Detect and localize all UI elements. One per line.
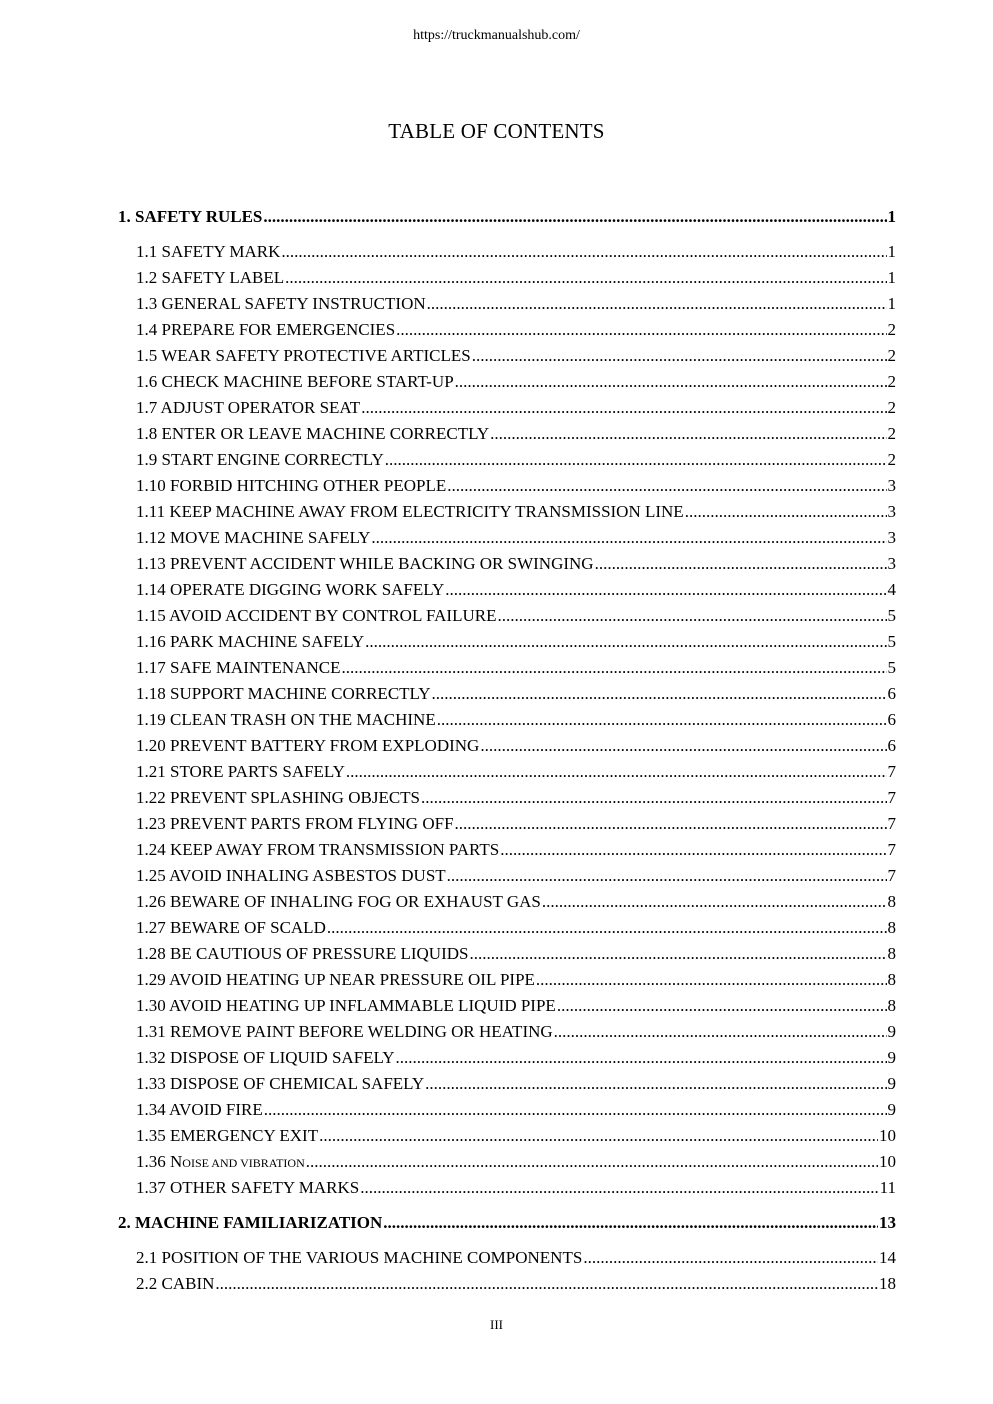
toc-entry-label: 1.12 MOVE MACHINE SAFELY — [136, 528, 371, 547]
toc-entry[interactable] — [118, 1071, 896, 1097]
toc-page-number: 1 — [887, 268, 896, 287]
dot-leader — [306, 1149, 878, 1175]
toc-page-number: 5 — [887, 606, 896, 625]
toc-entry[interactable] — [118, 967, 896, 993]
toc-chapter-machine-familiarization[interactable] — [118, 1209, 896, 1237]
dot-leader — [263, 203, 886, 231]
toc-entry-label: 2.2 CABIN — [136, 1274, 215, 1293]
toc-page-number: 14 — [879, 1248, 896, 1267]
footer-page-number: III — [490, 1317, 503, 1332]
toc-entry[interactable] — [118, 837, 896, 863]
toc-page-number: 7 — [887, 814, 896, 833]
toc-page-number: 2 — [887, 424, 896, 443]
toc-entry[interactable] — [118, 1271, 896, 1297]
toc-entry[interactable] — [118, 525, 896, 551]
toc-page-number: 7 — [887, 762, 896, 781]
dot-leader — [327, 915, 887, 941]
toc-entry-label: 1.17 SAFE MAINTENANCE — [136, 658, 341, 677]
toc-entry[interactable] — [118, 915, 896, 941]
toc-page-number: 1 — [887, 207, 896, 226]
toc-entry[interactable] — [118, 603, 896, 629]
toc-entry-label: 1.21 STORE PARTS SAFELY — [136, 762, 345, 781]
dot-leader — [447, 473, 886, 499]
toc-page-number: 9 — [887, 1022, 896, 1041]
toc-entry[interactable] — [118, 681, 896, 707]
toc-entry[interactable] — [118, 447, 896, 473]
toc-page-number: 8 — [887, 918, 896, 937]
dot-leader — [455, 369, 887, 395]
toc-page-number: 8 — [887, 944, 896, 963]
toc-entry-label: 1.14 OPERATE DIGGING WORK SAFELY — [136, 580, 445, 599]
toc-page-number: 3 — [887, 476, 896, 495]
toc-entry-label: 1.11 KEEP MACHINE AWAY FROM ELECTRICITY TRANSMISSION LINE — [136, 502, 684, 521]
toc-entry-label: 1.6 CHECK MACHINE BEFORE START-UP — [136, 372, 454, 391]
toc-entry[interactable] — [118, 421, 896, 447]
dot-leader — [685, 499, 887, 525]
dot-leader — [361, 395, 886, 421]
toc-page-number: 10 — [879, 1126, 896, 1145]
toc-entry[interactable] — [118, 993, 896, 1019]
dot-leader — [455, 811, 887, 837]
dot-leader — [500, 837, 886, 863]
dot-leader — [469, 941, 886, 967]
toc-entry[interactable] — [118, 317, 896, 343]
dot-leader — [437, 707, 887, 733]
toc-chapter-safety-rules[interactable] — [118, 203, 896, 231]
toc-entry[interactable] — [118, 1175, 896, 1201]
toc-entry-label: 1.10 FORBID HITCHING OTHER PEOPLE — [136, 476, 447, 495]
toc-entry-label: 2.1 POSITION OF THE VARIOUS MACHINE COMPONENTS — [136, 1248, 583, 1267]
toc-page-number: 1 — [887, 294, 896, 313]
toc-page-number: 13 — [879, 1213, 896, 1232]
toc-entry-label-prefix: 1.36 N — [136, 1152, 183, 1171]
dot-leader — [285, 265, 886, 291]
toc-entry[interactable] — [118, 707, 896, 733]
dot-leader — [425, 1071, 886, 1097]
dot-leader — [536, 967, 887, 993]
toc-entry-label: 1.34 AVOID FIRE — [136, 1100, 263, 1119]
toc-entry[interactable] — [118, 577, 896, 603]
dot-leader — [472, 343, 887, 369]
toc-entry[interactable] — [118, 551, 896, 577]
toc-entry[interactable] — [118, 291, 896, 317]
dot-leader — [396, 317, 886, 343]
toc-entry-label: 1.25 AVOID INHALING ASBESTOS DUST — [136, 866, 446, 885]
toc-entry-label — [136, 1149, 305, 1176]
toc-entry[interactable] — [118, 1245, 896, 1271]
toc-entry-label: 1.29 AVOID HEATING UP NEAR PRESSURE OIL PIPE — [136, 970, 535, 989]
toc-entry-label: 1.4 PREPARE FOR EMERGENCIES — [136, 320, 396, 339]
toc-entry-label: 1.22 PREVENT SPLASHING OBJECTS — [136, 788, 421, 807]
toc-entry-label: 1.1 SAFETY MARK — [136, 242, 281, 261]
toc-entry[interactable] — [118, 1097, 896, 1123]
toc-page-number: 3 — [887, 502, 896, 521]
toc-page-number: 10 — [879, 1152, 896, 1171]
toc-page-number: 2 — [887, 398, 896, 417]
toc-entry[interactable] — [118, 369, 896, 395]
toc-entry[interactable] — [118, 1045, 896, 1071]
dot-leader — [583, 1245, 878, 1271]
toc-entry-label: 1.8 ENTER OR LEAVE MACHINE CORRECTLY — [136, 424, 490, 443]
toc-entry[interactable] — [118, 889, 896, 915]
toc-entry-label: 1.7 ADJUST OPERATOR SEAT — [136, 398, 361, 417]
toc-page-number: 8 — [887, 970, 896, 989]
toc-page-number: 8 — [887, 996, 896, 1015]
toc-entry[interactable] — [118, 239, 896, 265]
toc-entry[interactable] — [118, 863, 896, 889]
dot-leader — [319, 1123, 878, 1149]
toc-page-number: 6 — [887, 736, 896, 755]
dot-leader — [385, 447, 887, 473]
toc-entry-label: 1.23 PREVENT PARTS FROM FLYING OFF — [136, 814, 454, 833]
toc-entry[interactable] — [118, 785, 896, 811]
toc-entry-label: 1.16 PARK MACHINE SAFELY — [136, 632, 365, 651]
toc-page-number: 2 — [887, 450, 896, 469]
toc-entry-label: 1.30 AVOID HEATING UP INFLAMMABLE LIQUID PIPE — [136, 996, 556, 1015]
toc-entry-label: 1.33 DISPOSE OF CHEMICAL SAFELY — [136, 1074, 425, 1093]
toc-page-number: 3 — [887, 528, 896, 547]
toc-entry[interactable] — [118, 759, 896, 785]
dot-leader — [554, 1019, 887, 1045]
toc-entry-label: 1.24 KEEP AWAY FROM TRANSMISSION PARTS — [136, 840, 500, 859]
toc-entry-label: 1.2 SAFETY LABEL — [136, 268, 285, 287]
toc-entry-label: 1.3 GENERAL SAFETY INSTRUCTION — [136, 294, 426, 313]
toc-entry-label: 1.5 WEAR SAFETY PROTECTIVE ARTICLES — [136, 346, 471, 365]
toc-entry[interactable] — [118, 395, 896, 421]
toc-entry[interactable] — [118, 811, 896, 837]
dot-leader — [480, 733, 886, 759]
dot-leader — [371, 525, 886, 551]
dot-leader — [346, 759, 887, 785]
dot-leader — [490, 421, 886, 447]
dot-leader — [281, 239, 886, 265]
toc-page-number: 7 — [887, 866, 896, 885]
toc-entry[interactable] — [118, 265, 896, 291]
toc-page-number: 3 — [887, 554, 896, 573]
toc-entry[interactable] — [118, 343, 896, 369]
dot-leader — [365, 629, 886, 655]
toc-entry[interactable] — [118, 941, 896, 967]
dot-leader — [432, 681, 887, 707]
toc-page-number: 18 — [879, 1274, 896, 1293]
toc-entry-label: 1.26 BEWARE OF INHALING FOG OR EXHAUST GAS — [136, 892, 541, 911]
toc-entry[interactable] — [118, 1019, 896, 1045]
dot-leader — [595, 551, 887, 577]
dot-leader — [427, 291, 887, 317]
dot-leader — [557, 993, 887, 1019]
toc-entry[interactable] — [118, 733, 896, 759]
toc-page-number: 1 — [887, 242, 896, 261]
dot-leader — [497, 603, 886, 629]
toc-entry-label: 1.31 REMOVE PAINT BEFORE WELDING OR HEATING — [136, 1022, 553, 1041]
header-url: https://truckmanualshub.com/ — [413, 28, 580, 43]
toc-page-number: 4 — [887, 580, 896, 599]
toc-chapter-label: 2. MACHINE FAMILIARIZATION — [118, 1213, 383, 1232]
toc-page-number: 9 — [887, 1074, 896, 1093]
toc-entry[interactable] — [118, 473, 896, 499]
toc-page-number: 9 — [887, 1048, 896, 1067]
table-of-contents — [118, 203, 896, 1297]
dot-leader — [447, 863, 887, 889]
toc-page-number: 7 — [887, 840, 896, 859]
dot-leader — [445, 577, 886, 603]
toc-page-number: 2 — [887, 320, 896, 339]
dot-leader — [215, 1271, 878, 1297]
toc-entry[interactable] — [118, 1149, 896, 1175]
toc-page-number: 6 — [887, 684, 896, 703]
toc-entry-label: 1.18 SUPPORT MACHINE CORRECTLY — [136, 684, 431, 703]
dot-leader — [396, 1045, 887, 1071]
dot-leader — [383, 1209, 878, 1237]
toc-entry-label: 1.9 START ENGINE CORRECTLY — [136, 450, 384, 469]
page-title: TABLE OF CONTENTS — [388, 119, 605, 143]
toc-entry-label-smallcaps: OISE AND VIBRATION — [182, 1156, 305, 1170]
toc-entry[interactable] — [118, 655, 896, 681]
toc-page-number: 5 — [887, 632, 896, 651]
toc-entry-label: 1.20 PREVENT BATTERY FROM EXPLODING — [136, 736, 480, 755]
toc-entry-label: 1.28 BE CAUTIOUS OF PRESSURE LIQUIDS — [136, 944, 469, 963]
toc-page-number: 11 — [879, 1178, 896, 1197]
dot-leader — [360, 1175, 878, 1201]
toc-entry-label: 1.19 CLEAN TRASH ON THE MACHINE — [136, 710, 436, 729]
toc-entry[interactable] — [118, 1123, 896, 1149]
toc-entry[interactable] — [118, 629, 896, 655]
toc-chapter-label: 1. SAFETY RULES — [118, 207, 263, 226]
toc-page-number: 2 — [887, 372, 896, 391]
dot-leader — [341, 655, 886, 681]
toc-page-number: 2 — [887, 346, 896, 365]
toc-entry-label: 1.37 OTHER SAFETY MARKS — [136, 1178, 360, 1197]
toc-entry-label: 1.15 AVOID ACCIDENT BY CONTROL FAILURE — [136, 606, 497, 625]
toc-page-number: 7 — [887, 788, 896, 807]
dot-leader — [264, 1097, 887, 1123]
toc-entry-label: 1.27 BEWARE OF SCALD — [136, 918, 326, 937]
toc-entry-label: 1.13 PREVENT ACCIDENT WHILE BACKING OR SWINGING — [136, 554, 594, 573]
toc-page-number: 6 — [887, 710, 896, 729]
dot-leader — [542, 889, 887, 915]
toc-page-number: 9 — [887, 1100, 896, 1119]
dot-leader — [421, 785, 886, 811]
toc-page-number: 8 — [887, 892, 896, 911]
toc-entry-label: 1.32 DISPOSE OF LIQUID SAFELY — [136, 1048, 395, 1067]
toc-entry-label: 1.35 EMERGENCY EXIT — [136, 1126, 319, 1145]
toc-entry[interactable] — [118, 499, 896, 525]
toc-page-number: 5 — [887, 658, 896, 677]
